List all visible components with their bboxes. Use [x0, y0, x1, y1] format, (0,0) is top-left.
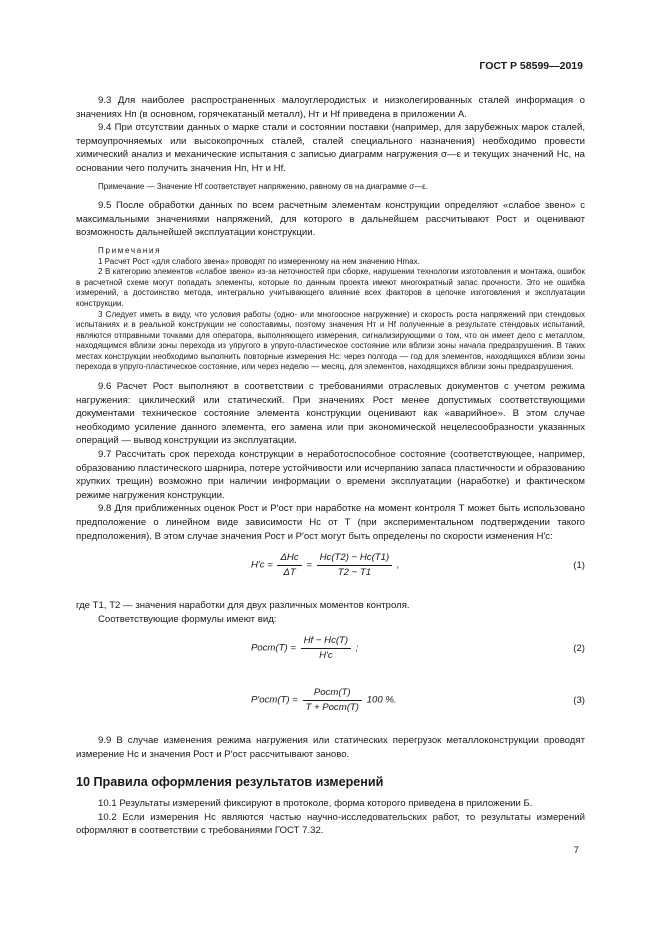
section-10-title: 10 Правила оформления результатов измерений — [76, 774, 384, 789]
note-9-4: Примечание — Значение Нf соответствует напряжению, равному σв на диаграмме σ—ε. — [98, 181, 428, 191]
formula-1 — [76, 547, 585, 595]
formula-1-denominator-b: T2 − T1 — [337, 566, 372, 578]
note-1: 1 Расчет Рост «для слабого звена» проводят по измеренному на нем значению Нmax. — [98, 256, 420, 266]
formula-2-lhs: Рост(T) = — [251, 643, 296, 654]
paragraph-9-7: 9.7 Рассчитать срок перехода конструкции в неработоспособное состояние (соответствующее, например, образованию пластического шарнира, потере устойчивости или исчерпанию запаса пластичности и образованию хрупких трещин) возможно при наличии информации о времени эксплуатации (наработке) и фактическом режиме нагружения конструкции. — [76, 449, 585, 501]
formula-1-fraction-b — [317, 551, 393, 579]
notes-title: Примечания — [98, 245, 162, 255]
paragraph-9-9: 9.9 В случае изменения режима нагружения или статических перегрузок металлоконструкции проводят измерение Нс и значения Рост и Р′ост рассчитывают заново. — [76, 735, 585, 760]
formula-1-numerator-b: Hc(T2) − Hc(T1) — [317, 551, 393, 566]
formula-3-denominator: T + Рост(T) — [305, 701, 359, 713]
formula-3-tail: 100 %. — [366, 695, 397, 706]
formula-1-denominator-a: ΔT — [283, 566, 296, 578]
paragraph-10-2: 10.2 Если измерения Нс являются частью научно-исследовательских работ, то результаты измерений оформляют в соответствии с требованиями ГОСТ 7.32. — [76, 811, 585, 837]
paragraph-9-6: 9.6 Расчет Рост выполняют в соответствии с требованиями отраслевых документов с учетом режима нагружения: циклический или статический. При значениях Рост менее допустимых соответствующими документами техническое состояние элемента конструкции оценивают как «аварийное». В этом случае необходимо усиление данного элемента, его замена или при экономической нецелесообразности указанных операций — вывод конструкции из эксплуатации. — [76, 381, 585, 447]
formula-2 — [76, 630, 585, 678]
formula-2-tail: ; — [355, 643, 359, 654]
formula-2-denominator: H′c — [319, 649, 333, 661]
paragraph-9-3: 9.3 Для наиболее распространенных малоуглеродистых и низколегированных сталей информация о значениях Нп (в основном, горячекатаный металл), Нт и Нf приведена в приложении А. — [76, 95, 585, 120]
formula-1-numerator-a: ΔHc — [277, 551, 301, 566]
formula-3-fraction — [303, 686, 362, 714]
formula-2-fraction — [301, 634, 352, 662]
page-number: 7 — [573, 845, 579, 856]
standard-code: ГОСТ Р 58599—2019 — [479, 60, 583, 72]
formula-3 — [76, 682, 585, 730]
paragraph-9-4: 9.4 При отсутствии данных о марке стали и состоянии поставки (например, для зарубежных марок сталей, термоупрочняемых или высокопрочных сталей, сталей специального назначения) необходимо провести химический анализ и механические испытания с записью диаграмм нагружения σ—ε и текущих значений Нс, на основании чего получить значения Нп, Нт и Нf. — [76, 122, 585, 174]
formula-1-lhs: H′c = — [251, 559, 273, 571]
page-content — [76, 94, 585, 838]
where-clause: где Т1, Т2 — значения наработки для двух различных моментов контроля. — [76, 600, 410, 612]
formula-2-number: (2) — [573, 643, 585, 655]
note-2: 2 В категорию элементов «слабое звено» из-за неточностей при сборке, нарушении технологии изготовления и монтажа, ошибок в расчетной схеме могут попадать элементы, которые по данным проекта имеют многократный запас прочности. Это не ошибка измерений, а достоинство метода, интегрально учитывающего влияние всех факторов в цепочке изготовления и эксплуатации конструкции. — [76, 267, 585, 308]
formula-3-lhs: Р′ост(T) = — [251, 695, 298, 706]
paragraph-9-8: 9.8 Для приближенных оценок Рост и Р′ост при наработке на момент контроля Т может быть использовано предположение о линейном виде зависимости Нс от Т (при экспериментальном подтверждении такого предположения). В этом случае значения Рост и Р′ост могут быть определены по скорости изменения Н′с: — [76, 503, 585, 542]
formula-3-number: (3) — [573, 695, 585, 707]
note-3: 3 Следует иметь в виду, что условия работы (одно- или многоосное нагружение) и скорость роста напряжений при стендовых испытаниях и в реальной конструкции не сопоставимы, поэтому значения Нт и Нf полученные в результате стендовых испытаний, являются отправными точками для оператора, выполняющего измерения, сигнализирующими о том, что он имеет дело с металлом, находящимся вблизи зоны перехода из упругого в упруго-пластическое состояние или вблизи зоны начала предразрушения. В таких местах конструкции необходимо выполнить повторные измерения Нс: через полгода — год для элементов, находящихся вблизи зоны перехода в упруго-пластическое состояние, или через неделю — месяц, для элементов, находящихся вблизи зоны предразрушения. — [76, 309, 585, 372]
formula-1-number: (1) — [573, 560, 585, 572]
formula-1-tail: , — [396, 559, 400, 571]
formula-1-fraction-a — [277, 551, 301, 579]
formulas-intro: Соответствующие формулы имеют вид: — [98, 613, 277, 625]
formula-3-numerator: Рост(T) — [303, 686, 362, 701]
formula-2-numerator: Hf − Hc(T) — [301, 634, 352, 649]
paragraph-10-1: 10.1 Результаты измерений фиксируют в протоколе, форма которого приведена в приложении Б. — [98, 798, 533, 810]
paragraph-9-5: 9.5 После обработки данных по всем расчетным элементам конструкции определяют «слабое звено» с максимальными значениями напряжений, для которого в дальнейшем рассчитывают Рост и оценивают возможность дальнейшей эксплуатации конструкции. — [76, 200, 585, 239]
formula-1-equals: = — [306, 559, 312, 571]
